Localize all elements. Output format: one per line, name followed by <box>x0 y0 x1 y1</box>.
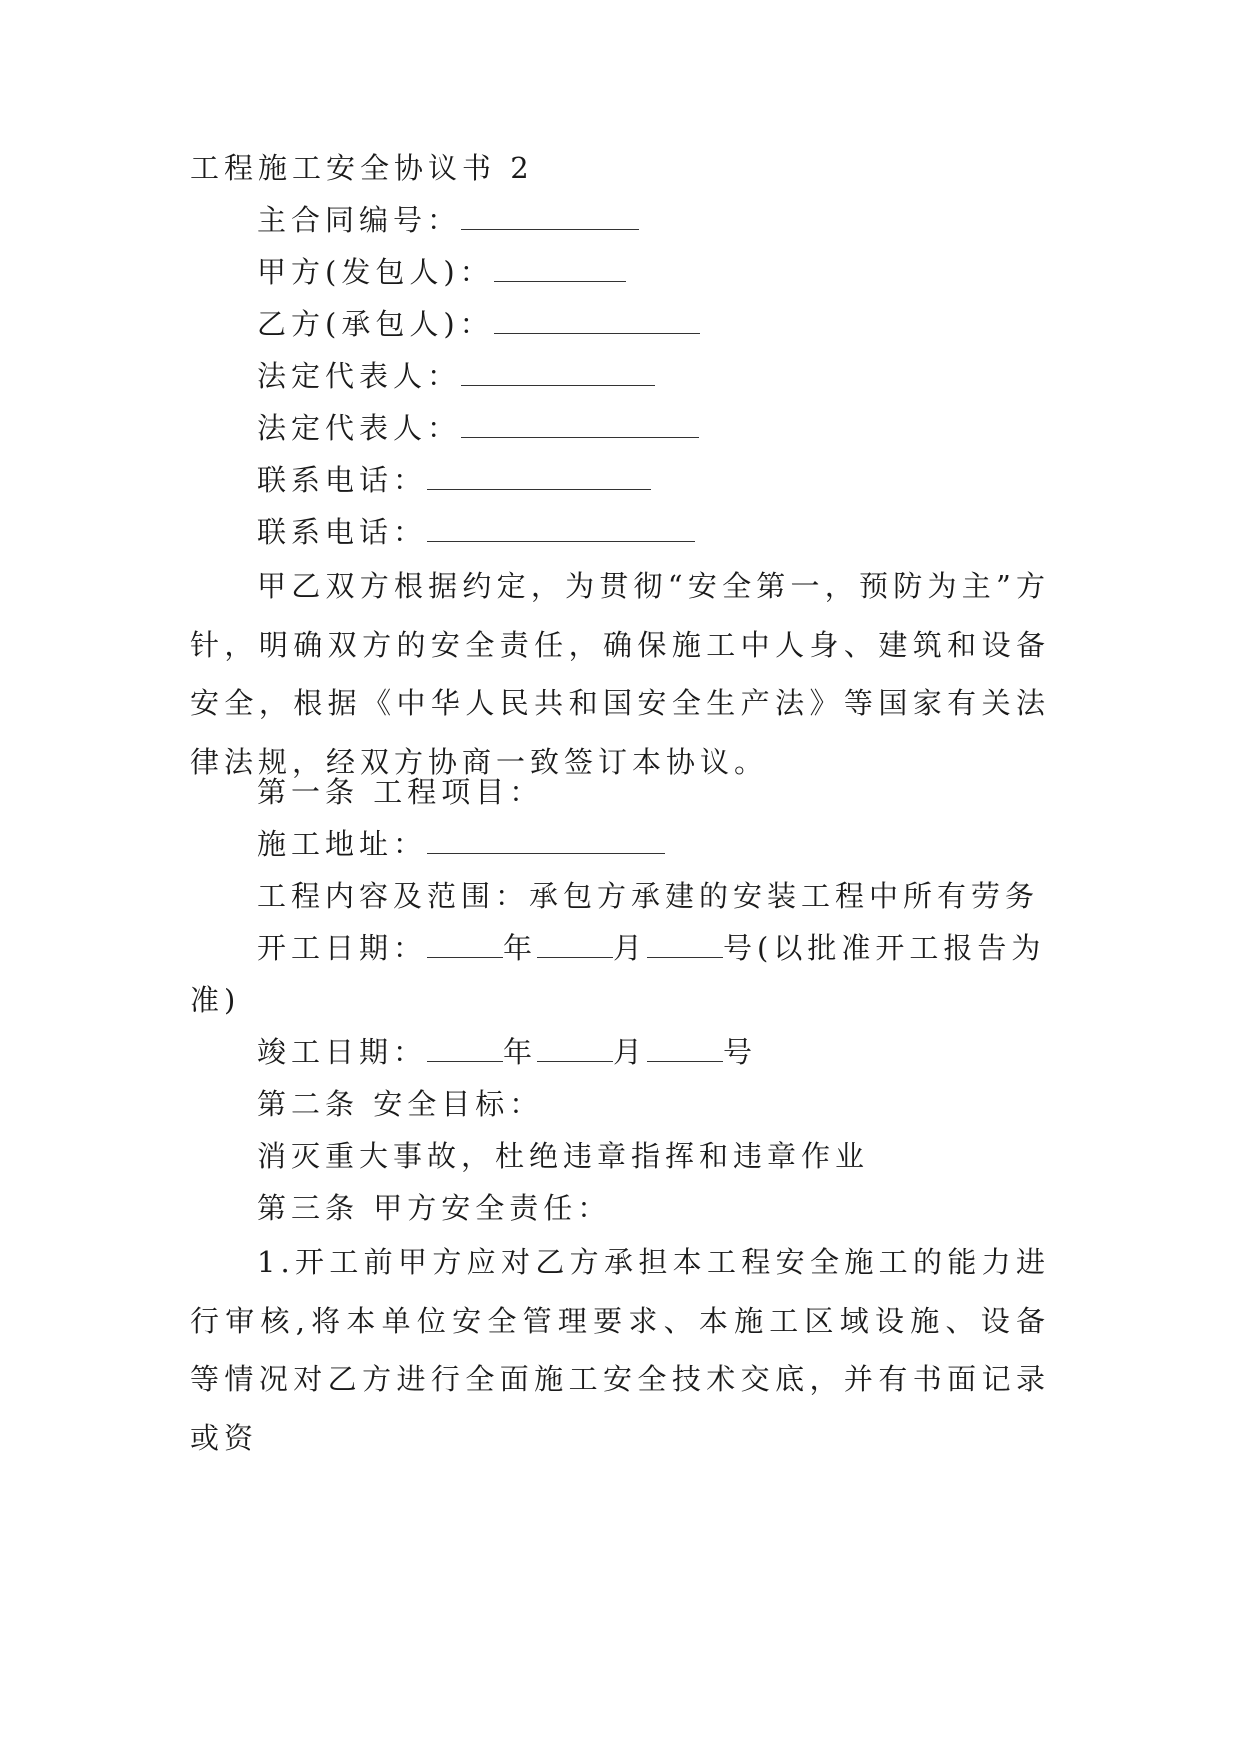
main-contract-number-row <box>257 200 639 240</box>
site-address-row <box>257 824 665 864</box>
party-a-blank[interactable] <box>494 257 626 282</box>
phone-row-1 <box>257 460 651 500</box>
start-date-label: 开工日期： <box>257 931 428 965</box>
main-contract-number-blank[interactable] <box>461 205 639 230</box>
legal-rep-blank-2[interactable] <box>461 413 699 438</box>
start-month-blank[interactable] <box>537 933 613 958</box>
finish-month-label: 月 <box>613 1035 648 1069</box>
start-date-row <box>257 928 1045 968</box>
legal-rep-label-2: 法定代表人： <box>257 411 462 445</box>
finish-day-blank[interactable] <box>647 1037 723 1062</box>
finish-month-blank[interactable] <box>537 1037 613 1062</box>
article-3-title: 第三条 甲方安全责任： <box>257 1191 612 1225</box>
phone-blank-2[interactable] <box>427 517 695 542</box>
start-year-label: 年 <box>503 931 538 965</box>
phone-label-1: 联系电话： <box>257 463 428 497</box>
party-a-label: 甲方(发包人)： <box>257 255 494 289</box>
finish-date-label: 竣工日期： <box>257 1035 428 1069</box>
legal-rep-row-1 <box>257 356 655 396</box>
finish-year-blank[interactable] <box>427 1037 503 1062</box>
main-contract-number-label: 主合同编号： <box>257 203 462 237</box>
finish-day-label: 号 <box>723 1035 758 1069</box>
phone-blank-1[interactable] <box>427 465 651 490</box>
article-3-item-1: 1.开工前甲方应对乙方承担本工程安全施工的能力进行审核,将本单位安全管理要求、本施工区域设施、设备等情况对乙方进行全面施工安全技术交底，并有书面记录或资 <box>190 1245 1050 1455</box>
finish-year-label: 年 <box>503 1035 538 1069</box>
start-month-label: 月 <box>613 931 648 965</box>
party-b-row <box>257 304 700 344</box>
article-1-title: 第一条 工程项目： <box>257 775 544 809</box>
document-title: 工程施工安全协议书 2 <box>190 151 534 185</box>
intro-paragraph: 甲乙双方根据约定，为贯彻“安全第一，预防为主”方针，明确双方的安全责任，确保施工中人身、建筑和设备安全，根据《中华人民共和国安全生产法》等国家有关法律法规，经双方协商一致签订本协议。 <box>190 569 1050 779</box>
site-address-label: 施工地址： <box>257 827 428 861</box>
start-day-note: 号(以批准开工报告为 <box>723 931 1046 965</box>
legal-rep-row-2 <box>257 408 699 448</box>
legal-rep-label-1: 法定代表人： <box>257 359 462 393</box>
start-year-blank[interactable] <box>427 933 503 958</box>
party-b-label: 乙方(承包人)： <box>257 307 494 341</box>
article-2-body: 消灭重大事故，杜绝违章指挥和违章作业 <box>257 1139 870 1173</box>
legal-rep-blank-1[interactable] <box>461 361 655 386</box>
phone-row-2 <box>257 512 695 552</box>
scope-line: 工程内容及范围：承包方承建的安装工程中所有劳务 <box>257 879 1040 913</box>
phone-label-2: 联系电话： <box>257 515 428 549</box>
start-date-note-continuation: 准) <box>190 983 241 1017</box>
site-address-blank[interactable] <box>427 829 665 854</box>
start-day-blank[interactable] <box>647 933 723 958</box>
party-a-row <box>257 252 626 292</box>
party-b-blank[interactable] <box>494 309 700 334</box>
finish-date-row <box>257 1032 757 1072</box>
article-2-title: 第二条 安全目标： <box>257 1087 544 1121</box>
